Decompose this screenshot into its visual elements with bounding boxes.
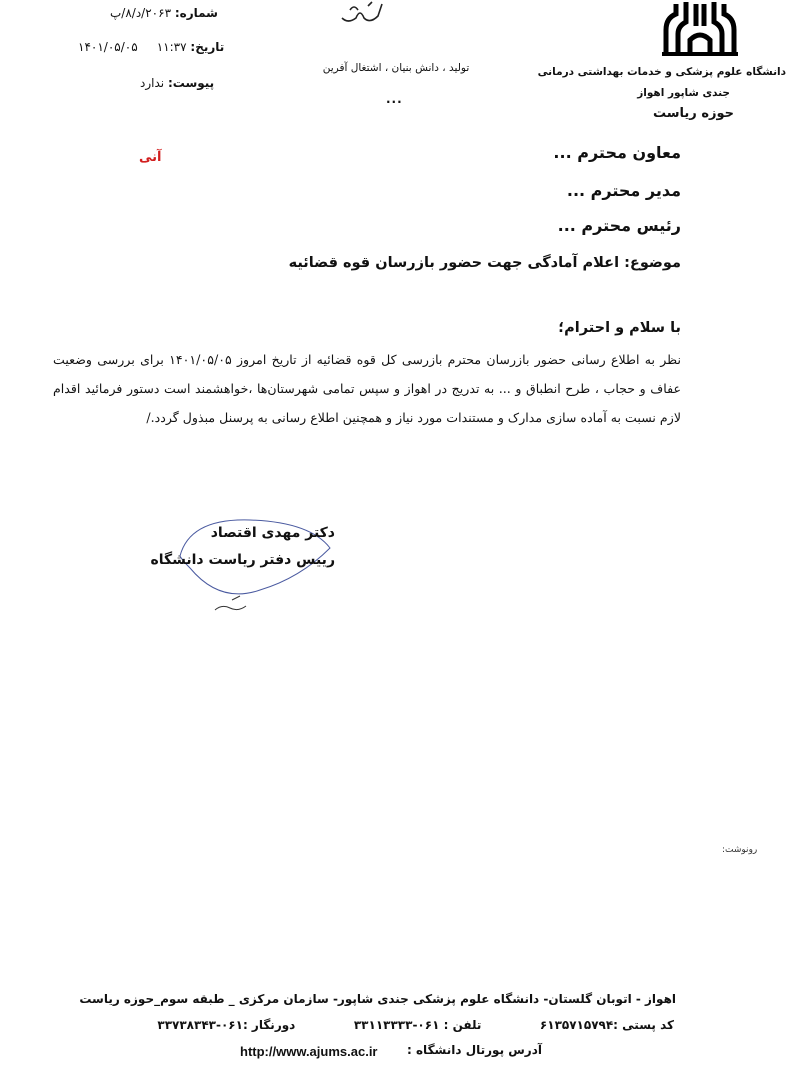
portal-url-link[interactable]: http://www.ajums.ac.ir (240, 1044, 378, 1059)
subject-text: اعلام آمادگی جهت حضور بازرسان قوه قضائیه (288, 255, 620, 271)
org-city: جندی شاپور اهواز (637, 87, 730, 99)
department: حوزه ریاست (653, 106, 734, 121)
signer-title: رییس دفتر ریاست دانشگاه (150, 552, 335, 568)
subject-line (289, 255, 681, 271)
postal-value: ۶۱۳۵۷۱۵۷۹۴ (539, 1018, 614, 1032)
org-name: دانشگاه علوم پزشکی و خدمات بهداشتی درمانی (537, 66, 786, 78)
slogan-dots: ... (386, 92, 403, 106)
phone-label: تلفن : (443, 1018, 482, 1032)
number-value: ۲۰۶۳/د/۸/پ (110, 6, 172, 20)
postal-label: کد پستی : (613, 1018, 674, 1032)
slogan: تولید ، دانش بنیان ، اشتغال آفرین (322, 62, 470, 74)
time-value: ۱۱:۳۷ (156, 40, 187, 54)
subject-label: موضوع: (624, 255, 681, 271)
phone-value: ۰۶۱-۳۳۱۱۳۳۳۳ (353, 1018, 440, 1032)
letter-date (78, 40, 224, 54)
cc-label: رونوشت: (722, 845, 758, 855)
recipient-head: رئیس محترم ... (557, 216, 681, 235)
bismillah-calligraphy-icon (338, 0, 388, 26)
fax-label: دورنگار : (242, 1018, 296, 1032)
date-label: تاریخ: (190, 40, 225, 54)
portal-label: آدرس پورتال دانشگاه : (407, 1043, 542, 1057)
greeting: با سلام و احترام؛ (558, 320, 681, 336)
university-logo-icon (660, 0, 740, 56)
attachment-value: ندارد (140, 76, 165, 90)
signer-name: دکتر مهدی اقتصاد (210, 525, 335, 541)
number-label: شماره: (174, 6, 218, 20)
recipient-deputy: معاون محترم ... (553, 143, 681, 162)
attachment-label: پیوست: (167, 76, 215, 90)
footer-address: اهواز - اتوبان گلستان- دانشگاه علوم پزشکی جندی شاپور- سازمان مرکزی _ طبقه سوم_حوزه ریاست (79, 992, 676, 1006)
footer-contact (157, 1018, 674, 1032)
fax-value: ۰۶۱-۳۳۷۳۸۳۴۳ (157, 1018, 243, 1032)
urgency-badge: آنی (139, 150, 162, 165)
letter-attachment (140, 76, 214, 90)
letter-number (110, 6, 218, 20)
date-value: ۱۴۰۱/۰۵/۰۵ (78, 40, 138, 54)
letter-body: نظر به اطلاع رسانی حضور بازرسان محترم بازرسی کل قوه قضائیه از تاریخ امروز ۱۴۰۱/۰۵/۰۵ برای بررسی وضعیت عفاف و حجاب ، طرح انطباق و ... به تدریج در اهواز و سپس تمامی شهرستان‌ها ،خواهشمند است دستور فرمائید اقدام لازم نسبت به آماده سازی مدارک و مستندات مورد نیاز و همچنین اطلاع رسانی به پرسنل مبذول گردد./ (53, 352, 682, 425)
recipient-manager: مدیر محترم ... (566, 181, 681, 200)
